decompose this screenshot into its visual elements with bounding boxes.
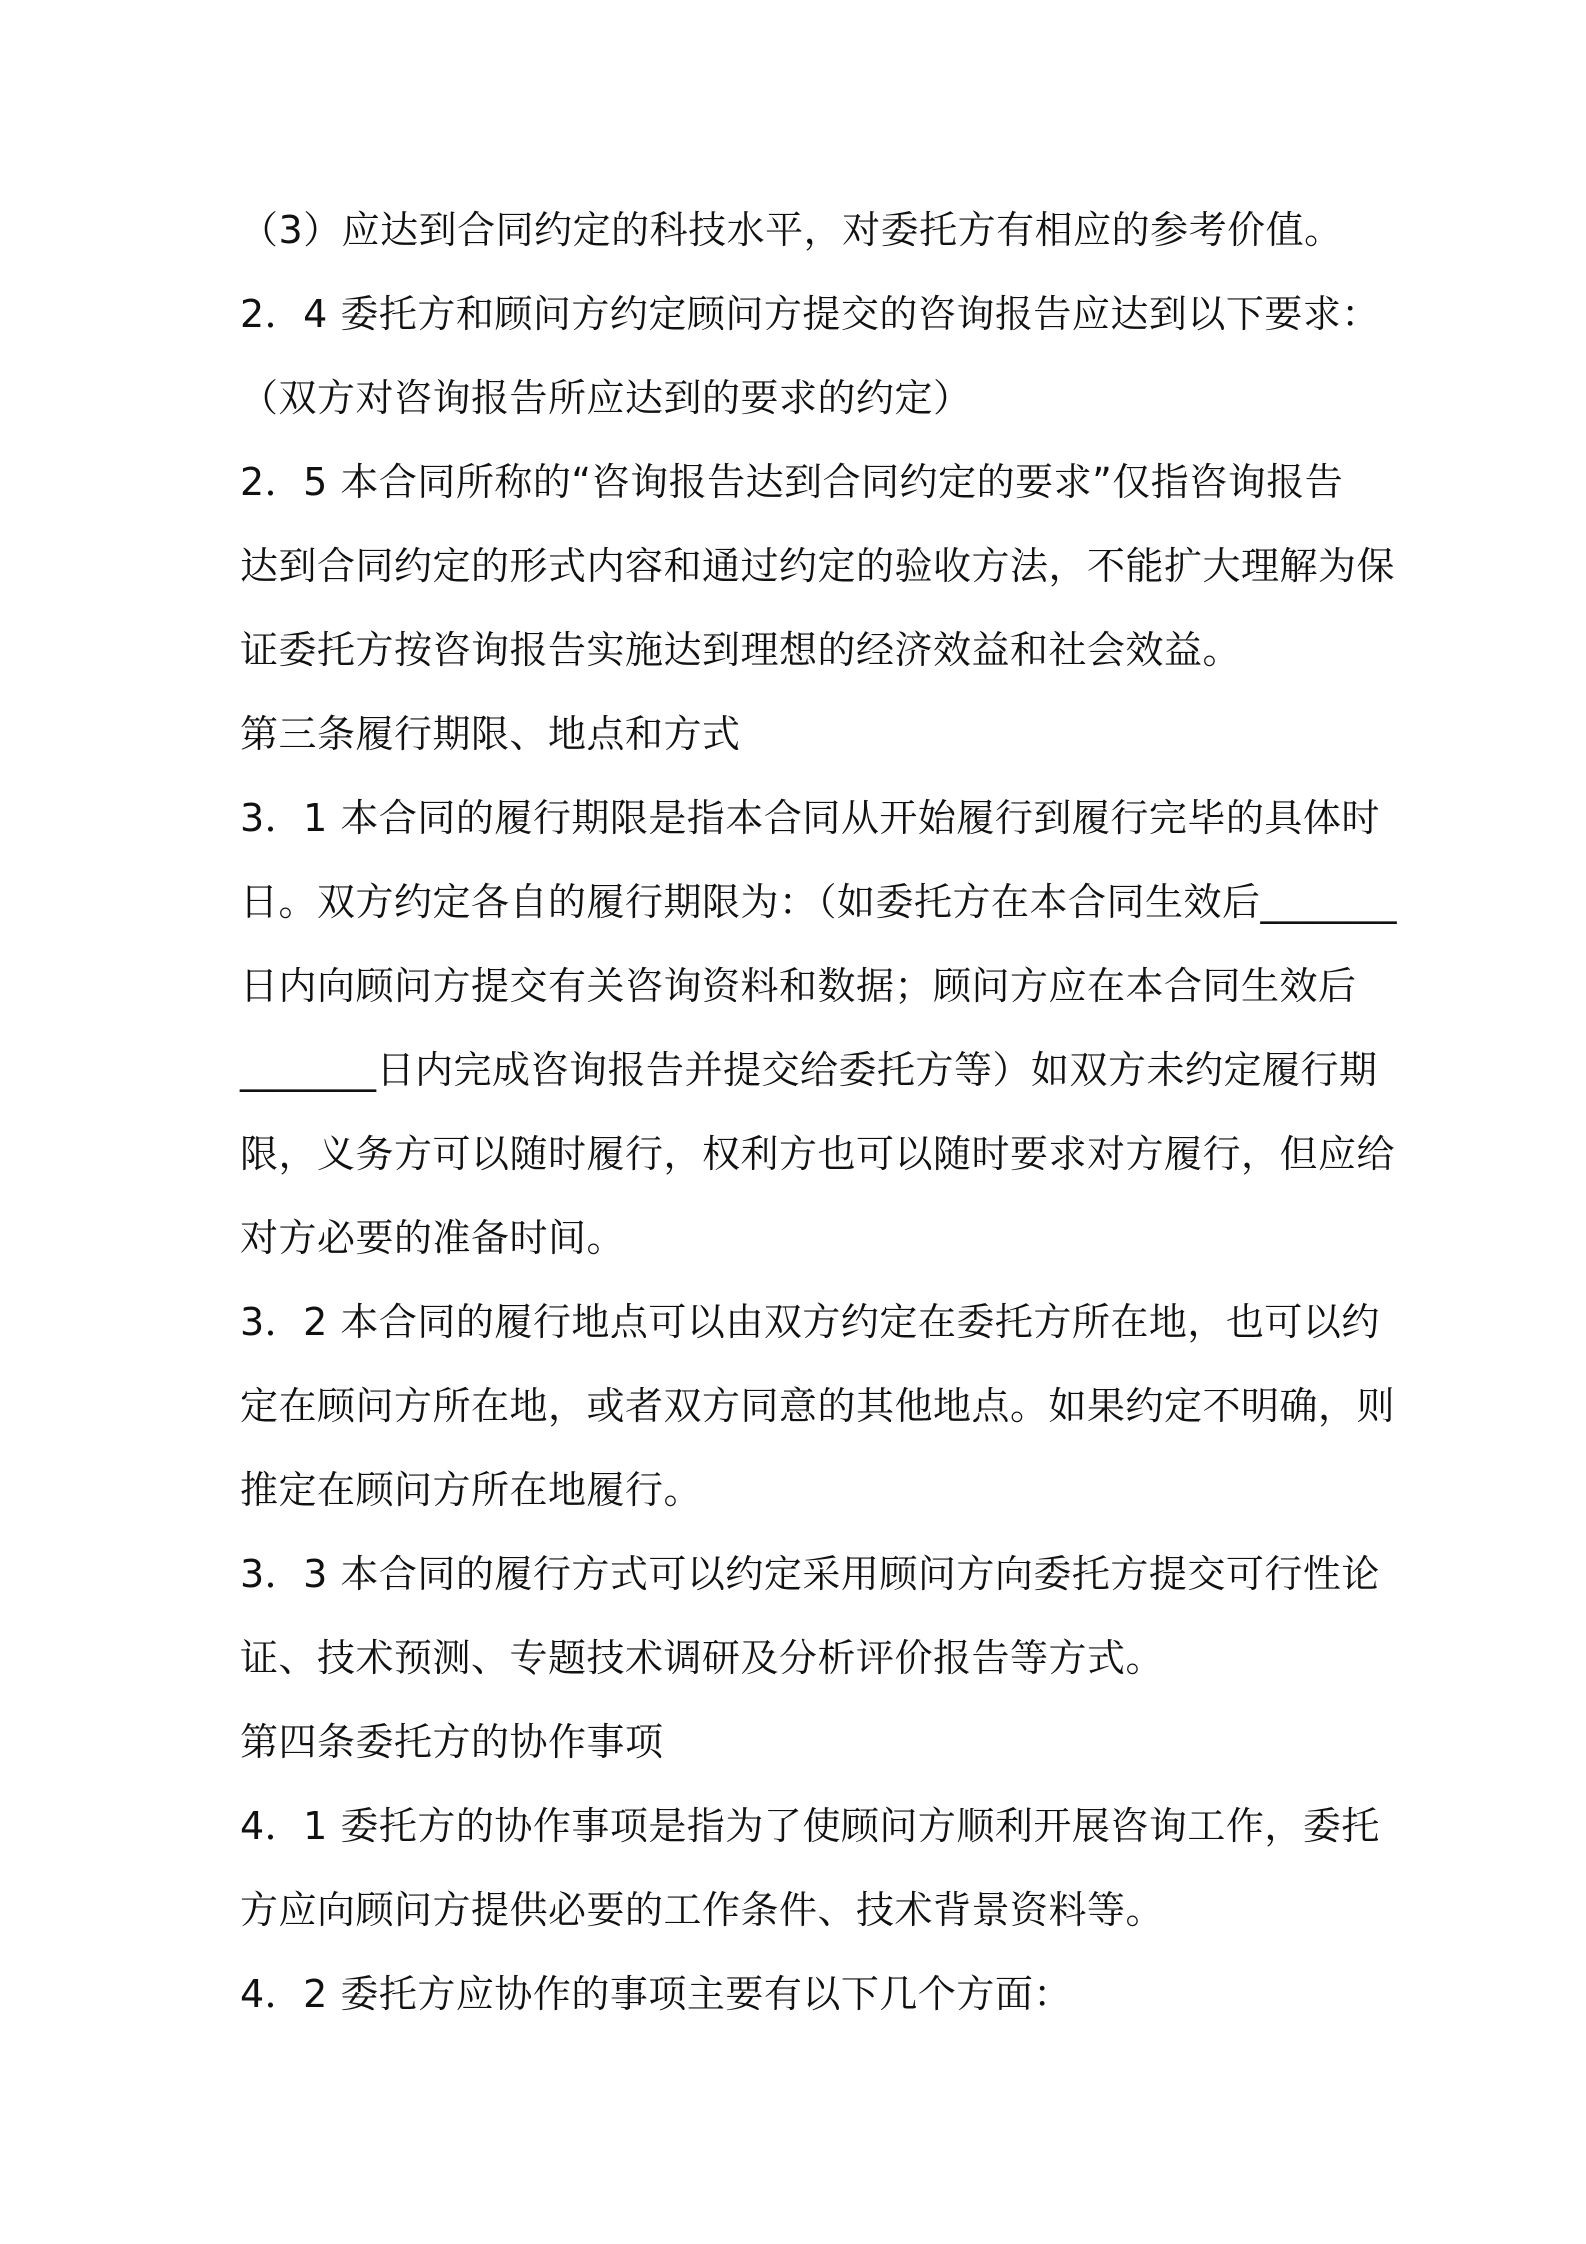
clause-3-1-line-2: 日。双方约定各自的履行期限为：（如委托方在本合同生效后_______ bbox=[240, 880, 1398, 924]
clause-3-2-line-1: 3．2 本合同的履行地点可以由双方约定在委托方所在地，也可以约 bbox=[240, 1300, 1380, 1344]
clause-3-2-line-3: 推定在顾问方所在地履行。 bbox=[240, 1468, 703, 1512]
clause-2-3-item-3: （3）应达到合同约定的科技水平，对委托方有相应的参考价值。 bbox=[240, 208, 1343, 252]
article-3-heading: 第三条履行期限、地点和方式 bbox=[240, 712, 741, 756]
clause-2-5-line-1: 2．5 本合同所称的“咨询报告达到合同约定的要求”仅指咨询报告 bbox=[240, 460, 1344, 504]
clause-4-1-line-2: 方应向顾问方提供必要的工作条件、技术背景资料等。 bbox=[240, 1888, 1165, 1932]
clause-3-3-line-2: 证、技术预测、专题技术调研及分析评价报告等方式。 bbox=[240, 1636, 1165, 1680]
clause-4-2: 4．2 委托方应协作的事项主要有以下几个方面： bbox=[240, 1972, 1072, 2016]
document-body bbox=[240, 188, 1398, 2036]
clause-3-1-line-6: 对方必要的准备时间。 bbox=[240, 1216, 626, 1260]
clause-2-5-line-2: 达到合同约定的形式内容和通过约定的验收方法，不能扩大理解为保 bbox=[240, 544, 1396, 588]
clause-3-3-line-1: 3．3 本合同的履行方式可以约定采用顾问方向委托方提交可行性论 bbox=[240, 1552, 1380, 1596]
article-4-heading: 第四条委托方的协作事项 bbox=[240, 1720, 664, 1764]
clause-3-1-line-3: 日内向顾问方提交有关咨询资料和数据；顾问方应在本合同生效后 bbox=[240, 964, 1357, 1008]
clause-3-1-line-1: 3．1 本合同的履行期限是指本合同从开始履行到履行完毕的具体时 bbox=[240, 796, 1380, 840]
clause-2-5-line-3: 证委托方按咨询报告实施达到理想的经济效益和社会效益。 bbox=[240, 628, 1242, 672]
clause-3-1-line-4: _______日内完成咨询报告并提交给委托方等）如双方未约定履行期 bbox=[240, 1048, 1378, 1092]
clause-2-4: 2．4 委托方和顾问方约定顾问方提交的咨询报告应达到以下要求： bbox=[240, 292, 1380, 336]
clause-3-2-line-2: 定在顾问方所在地，或者双方同意的其他地点。如果约定不明确，则 bbox=[240, 1384, 1396, 1428]
clause-3-1-line-5: 限，义务方可以随时履行，权利方也可以随时要求对方履行，但应给 bbox=[240, 1132, 1396, 1176]
clause-2-4-note: （双方对咨询报告所应达到的要求的约定） bbox=[240, 376, 972, 420]
clause-4-1-line-1: 4．1 委托方的协作事项是指为了使顾问方顺利开展咨询工作，委托 bbox=[240, 1804, 1380, 1848]
